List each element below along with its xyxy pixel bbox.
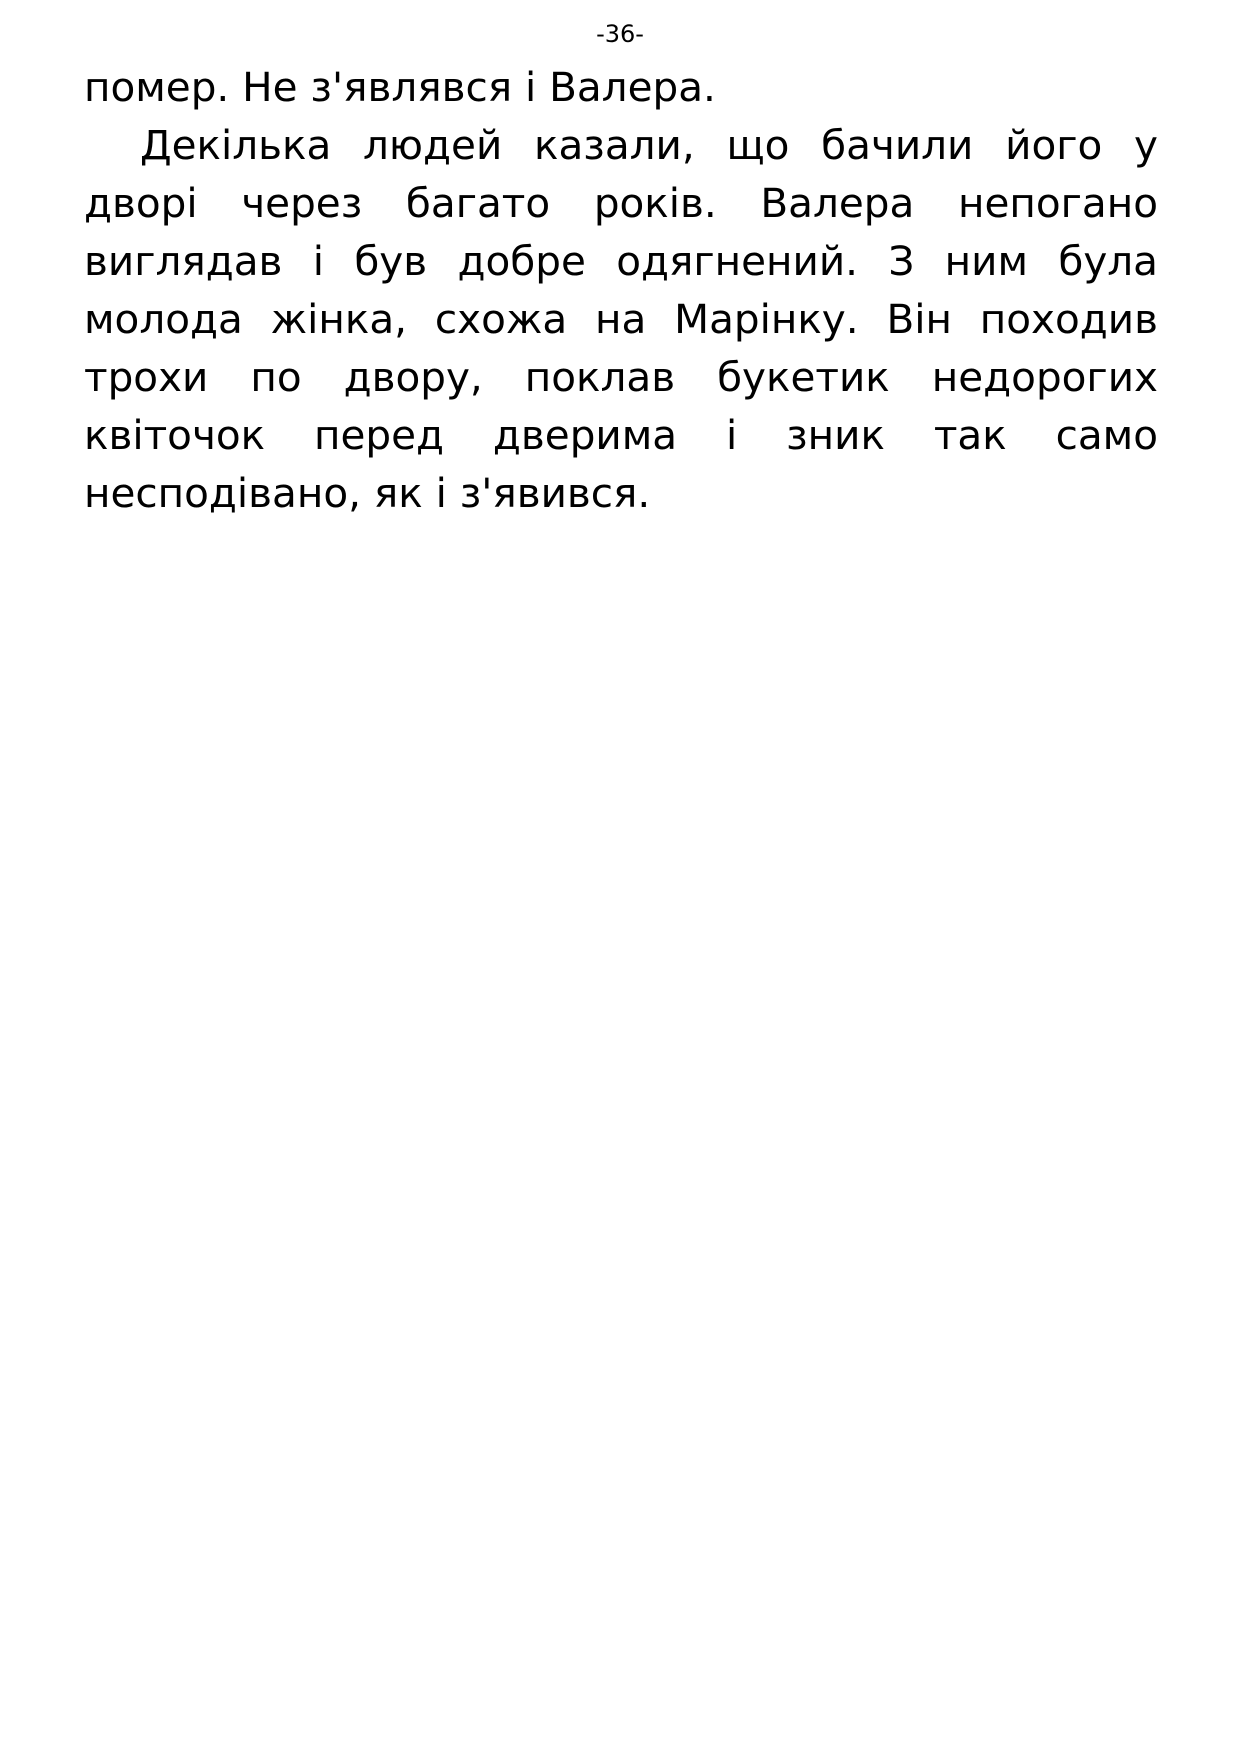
paragraph-continuation: помер. Не з'являвся і Валера. <box>84 63 716 111</box>
page-number: -36- <box>596 20 644 48</box>
paragraph: Декілька людей казали, що бачили його у дворі через багато років. Валера непогано виглядав і був добре одягнений. З ним була молода жінка, схожа на Марінку. Він походив трохи по двору, поклав букетик недорогих квіточок перед дверима і зник так само несподівано, як і з'явився. <box>84 121 1158 517</box>
body-text <box>84 58 1158 522</box>
